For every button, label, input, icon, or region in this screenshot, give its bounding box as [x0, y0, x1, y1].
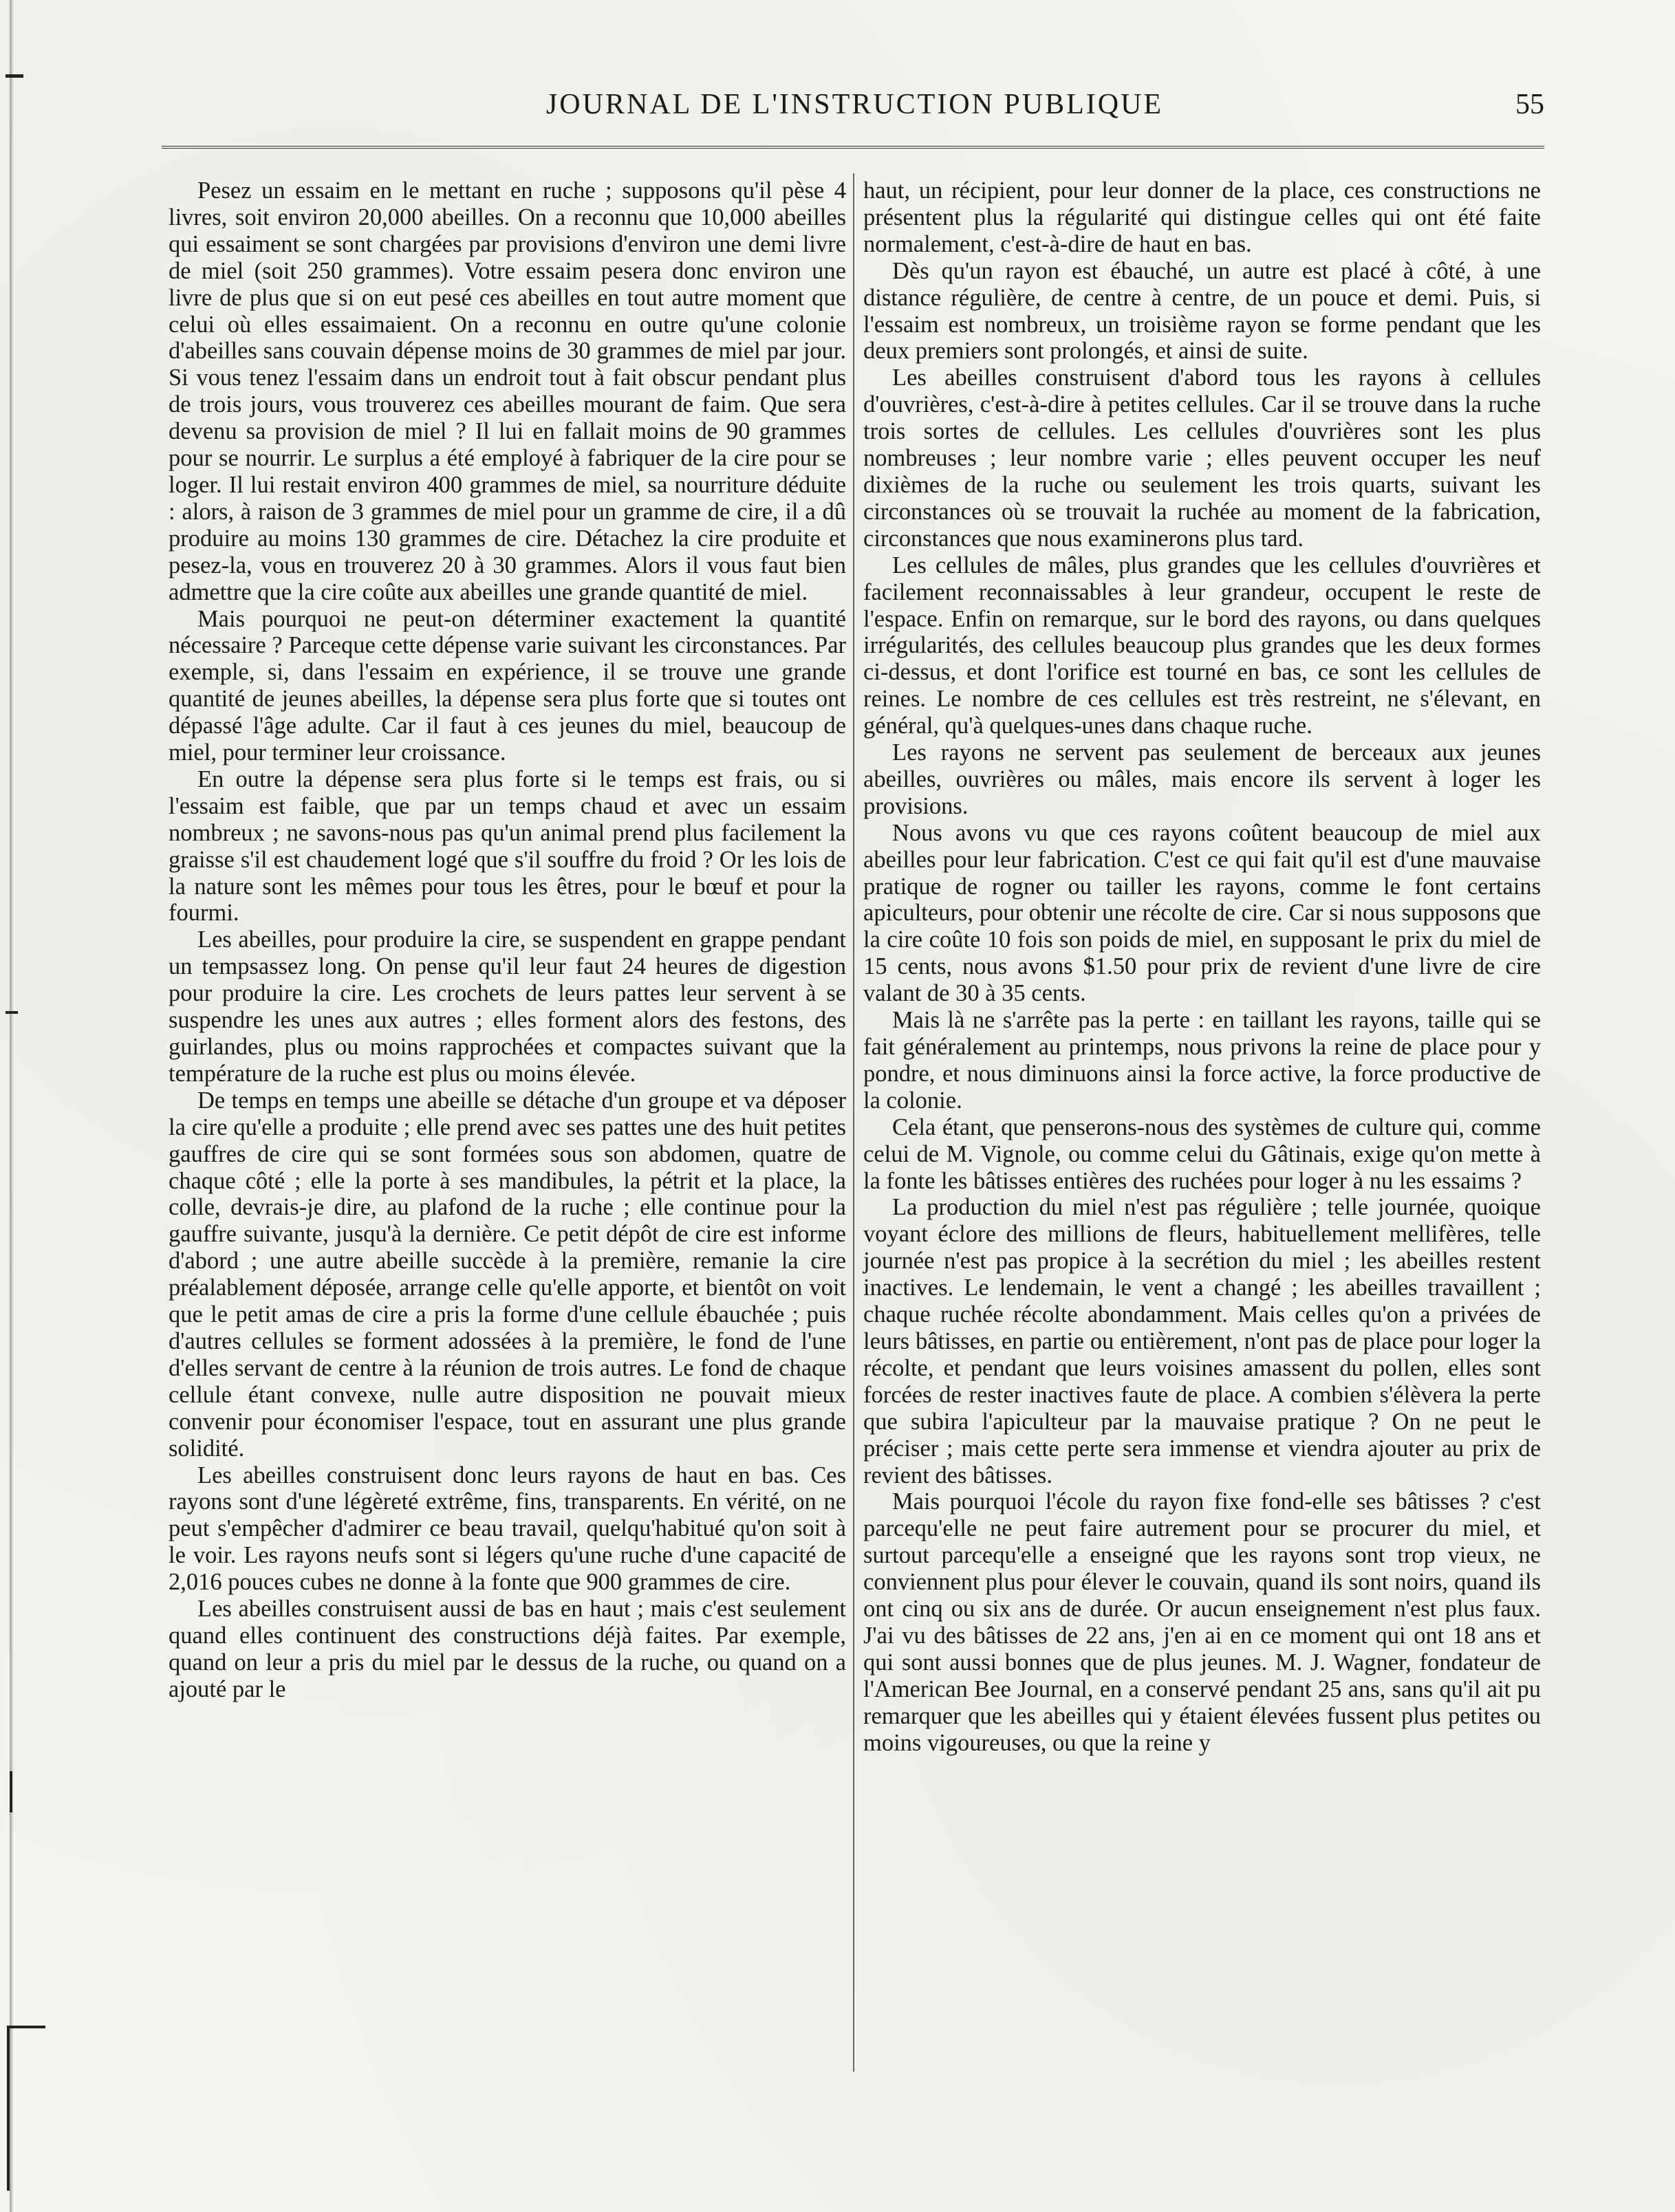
margin-mark — [6, 1011, 18, 1014]
paragraph: Cela étant, que penserons-nous des systèmes de culture qui, comme celui de M. Vignole, ou comme celui du Gâtinais, exige qu'on mette à la fonte les bâtisses entières des ruchées pour loger à nu les essaims ? — [863, 1114, 1541, 1194]
left-column — [169, 177, 846, 1703]
margin-mark — [7, 2026, 45, 2028]
paragraph: Mais pourquoi ne peut-on déterminer exactement la quantité nécessaire ? Parceque cette dépense varie suivant les circonstances. Par exemple, si, dans l'essaim en expérience, il se trouve une grande quantité de jeunes abeilles, la dépense sera plus forte que si toutes ont dépassé l'âge adulte. Car il faut à ces jeunes du miel, beaucoup de miel, pour terminer leur croissance. — [169, 605, 846, 766]
page-number: 55 — [1515, 89, 1544, 120]
paragraph: Les abeilles, pour produire la cire, se suspendent en grappe pendant un tempsassez long. On pense qu'il leur faut 24 heures de digestion pour produire la cire. Les crochets de leurs pattes leur servent à se suspendre les unes aux autres ; elles forment alors des festons, des guirlandes, plus ou moins rapprochées et compactes suivant que la température de la ruche est plus ou moins élevée. — [169, 926, 846, 1087]
column-divider — [853, 173, 854, 2072]
paragraph: Mais pourquoi l'école du rayon fixe fond-elle ses bâtisses ? c'est parcequ'elle ne peut faire autrement pour se procurer du miel, et surtout parcequ'elle a enseigné que les rayons sont trop vieux, ne conviennent plus pour élever le couvain, quand ils sont noirs, quand ils ont cinq ou six ans de durée. Or aucun enseignement n'est plus faux. J'ai vu des bâtisses de 22 ans, j'en ai en ce moment qui ont 18 ans et qui sont aussi bonnes que de plus jeunes. M. J. Wagner, fondateur de l'American Bee Journal, en a conservé pendant 25 ans, sans qu'il ait pu remarquer que les abeilles qui y étaient élevées fussent plus petites ou moins vigoureuses, ou que la reine y — [863, 1488, 1541, 1756]
paragraph: Les rayons ne servent pas seulement de berceaux aux jeunes abeilles, ouvrières ou mâles, mais encore ils servent à loger les provisions. — [863, 739, 1541, 819]
paragraph: Nous avons vu que ces rayons coûtent beaucoup de miel aux abeilles pour leur fabrication. C'est ce qui fait qu'il est d'une mauvaise pratique de rogner ou tailler les rayons, comme le font certains apiculteurs, pour obtenir une récolte de cire. Car si nous supposons que la cire coûte 10 fois son poids de miel, en supposant le prix du miel de 15 cents, nous avons $1.50 pour prix de revient d'une livre de cire valant de 30 à 35 cents. — [863, 819, 1541, 1007]
header-rule — [162, 146, 1544, 149]
paragraph: Les abeilles construisent donc leurs rayons de haut en bas. Ces rayons sont d'une légèreté extrême, fins, transparents. En vérité, on ne peut s'empêcher d'admirer ce beau travail, quelqu'habitué qu'on soit à le voir. Les rayons neufs sont si légers qu'une ruche d'une capacité de 2,016 pouces cubes ne donne à la fonte que 900 grammes de cire. — [169, 1462, 846, 1596]
paragraph: De temps en temps une abeille se détache d'un groupe et va déposer la cire qu'elle a produite ; elle prend avec ses pattes une des huit petites gauffres de cire qui se sont formées sous son abdomen, quatre de chaque côté ; elle la porte à ses mandibules, la pétrit et la place, la colle, devrais-je dire, au plafond de la ruche ; elle continue pour la gauffre suivante, jusqu'à la dernière. Ce petit dépôt de cire est informe d'abord ; une autre abeille succède à la première, remanie la cire préalablement déposée, arrange celle qu'elle apporte, et bientôt on voit que le petit amas de cire a pris la forme d'une cellule ébauchée ; puis d'autres cellules se forment adossées à la première, le fond de l'une d'elles servant de centre à la réunion de trois autres. Le fond de chaque cellule étant convexe, nulle autre disposition ne pouvait mieux convenir pour économiser l'espace, tout en assurant une plus grande solidité. — [169, 1087, 846, 1462]
margin-mark — [7, 2026, 10, 2191]
paragraph: Les abeilles construisent aussi de bas en haut ; mais c'est seulement quand elles continuent des constructions déjà faites. Par exemple, quand on leur a pris du miel par le dessus de la ruche, ou quand on a ajouté par le — [169, 1596, 846, 1702]
paragraph: Les cellules de mâles, plus grandes que les cellules d'ouvrières et facilement reconnaissables à leur grandeur, occupent le reste de l'espace. Enfin on remarque, sur le bord des rayons, ou dans quelques irrégularités, des cellules beaucoup plus grandes que les deux formes ci-dessus, et dont l'orifice est tourné en bas, ce sont les cellules de reines. Le nombre de ces cellules est très restreint, ne s'élevant, en général, qu'à quelques-unes dans chaque ruche. — [863, 552, 1541, 739]
paragraph: La production du miel n'est pas régulière ; telle journée, quoique voyant éclore des millions de fleurs, habituellement mellifères, telle journée n'est pas propice à la secrétion du miel ; les abeilles restent inactives. Le lendemain, le vent a changé ; les abeilles travaillent ; chaque ruchée récolte abondamment. Mais celles qu'on a privées de leurs bâtisses, en partie ou entièrement, n'ont pas de place pour loger la récolte, et pendant que leurs voisines amassent du pollen, elles sont forcées de rester inactives faute de place. A combien s'élèvera la perte que subira l'apiculteur par la mauvaise pratique ? On ne peut le préciser ; mais cette perte sera immense et viendra ajouter au prix de revient des bâtisses. — [863, 1194, 1541, 1488]
right-column — [863, 177, 1541, 1756]
page-edge-shadow — [10, 0, 14, 2212]
paragraph: Mais là ne s'arrête pas la perte : en taillant les rayons, taille qui se fait généralement au printemps, nous privons la reine de place pour y pondre, et nous diminuons ainsi la force active, la force productive de la colonie. — [863, 1007, 1541, 1114]
paragraph: Dès qu'un rayon est ébauché, un autre est placé à côté, à une distance régulière, de centre à centre, de un pouce et demi. Puis, si l'essaim est nombreux, un troisième rayon se forme pendant que les deux premiers sont prolongés, et ainsi de suite. — [863, 257, 1541, 365]
paragraph: Les abeilles construisent d'abord tous les rayons à cellules d'ouvrières, c'est-à-dire à petites cellules. Car il se trouve dans la ruche trois sortes de cellules. Les cellules d'ouvrières sont les plus nombreuses ; leur nombre varie ; elles peuvent occuper les neuf dixièmes de la ruche ou seulement les trois quarts, suivant les circonstances où se trouvait la ruchée au moment de la fabrication, circonstances que nous examinerons plus tard. — [863, 365, 1541, 552]
paragraph: En outre la dépense sera plus forte si le temps est frais, ou si l'essaim est faible, que par un temps chaud et avec un essaim nombreux ; ne savons-nous pas qu'un animal prend plus facilement la graisse s'il est chaudement logé que s'il souffre du froid ? Or les lois de la nature sont les mêmes pour tous les êtres, pour le bœuf et pour la fourmi. — [169, 766, 846, 926]
paragraph: Pesez un essaim en le mettant en ruche ; supposons qu'il pèse 4 livres, soit environ 20,000 abeilles. On a reconnu que 10,000 abeilles qui essaiment se sont chargées par provisions d'environ une demi livre de miel (soit 250 grammes). Votre essaim pesera donc environ une livre de plus que si on eut pesé ces abeilles en tout autre moment que celui où elles essaimaient. On a reconnu en outre qu'une colonie d'abeilles sans couvain dépense moins de 30 grammes de miel par jour. Si vous tenez l'essaim dans un endroit tout à fait obscur pendant plus de trois jours, vous trouverez ces abeilles mourant de faim. Que sera devenu sa provision de miel ? Il lui en fallait moins de 90 grammes pour se nourrir. Le surplus a été employé à fabriquer de la cire pour se loger. Il lui restait environ 400 grammes de miel, sa nourriture déduite : alors, à raison de 3 grammes de miel pour un gramme de cire, il a dû produire au moins 130 grammes de cire. Détachez la cire produite et pesez-la, vous en trouverez 20 à 30 grammes. Alors il vous faut bien admettre que la cire coûte aux abeilles une grande quantité de miel. — [169, 177, 846, 605]
paragraph: haut, un récipient, pour leur donner de la place, ces constructions ne présentent plus la régularité qui distingue celles qui ont été faite normalement, c'est-à-dire de haut en bas. — [863, 177, 1541, 257]
running-title: JOURNAL DE L'INSTRUCTION PUBLIQUE — [545, 89, 1164, 120]
margin-mark — [6, 74, 23, 78]
page-header — [165, 88, 1544, 143]
margin-mark — [10, 1771, 12, 1812]
